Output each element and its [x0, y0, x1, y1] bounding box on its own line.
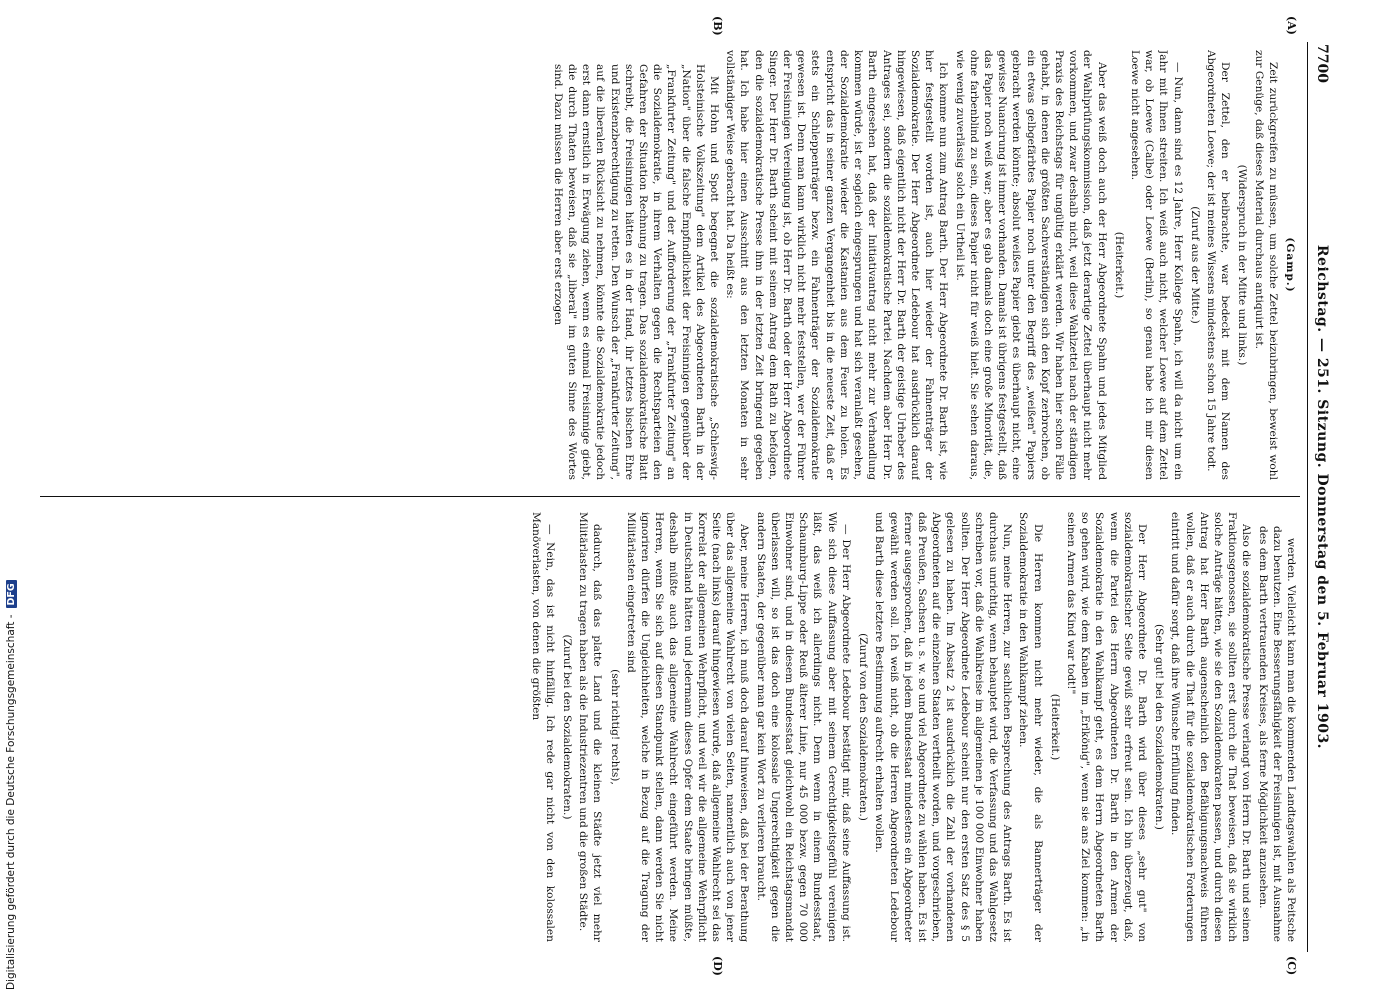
- quotation: Mit Hohn und Spott begegnet die sozialdemokratische „Schleswig-Holsteinische Volkszeitung" dem Artikel des Abgeordneten Barth in der „Nation" über die falsche Empfindlichkeit der Freisinnigen gegenüber der „Frankfurter Zeitung" und der Aufforderung der „Frankfurter Zeitung" an die Sozialdemokratie, in ihrem Verhalten gegen die Rechtsparteien den Gefahren der Situation Rechnung zu tragen. Das sozialdemokratische Blatt schreibt, die Freisinnigen hätten es in der Hand, ihr letztes bischen Ehre und Existenzberechtigung zu retten. Den Wunsch der „Frankfurter Zeitung", auf die liberalen Rücksicht zu nehmen, könnte die Sozialdemokratie jedoch erst dann ernstlich in Erwägung ziehen, wenn es einmal Freisinnige giebt, die durch Thaten beweisen, daß sie „liberal" im guten Sinne des Wortes sind. Dazu müssen die Herren aber erst erzogen: [551, 64, 721, 480]
- interjection: (Sehr gut! bei den Sozialdemokraten.): [1153, 624, 1166, 830]
- column-divider: [40, 496, 1300, 497]
- interjection: (Zuruf bei den Sozialdemokraten.): [561, 634, 574, 820]
- interjection: (Heiterkeit.): [1112, 231, 1125, 299]
- interjection: (Heiterkeit.): [1048, 693, 1061, 761]
- interjection: (Widerspruch in der Mitte und links.): [1236, 164, 1249, 366]
- margin-letter-c: (C): [1285, 956, 1298, 976]
- paragraph: Also die sozialdemokratische Presse verlangt von Herrn Dr. Barth und seinen Fraktionsgenossen, sie sollten erst durch die That beweisen, daß sie wirklich solche Anträge hätten, wie sie den Sozialdemokraten passen, und durch diesen Antrag hat Herr Barth augenscheinlich den Befähigungsnachweis führen wollen, daß er auch durch die That für die sozialdemokratischen Forderungen eintritt und dafür sorgt, daß ihre Wünsche Erfüllung finden.: [1169, 512, 1253, 942]
- credit-text: Digitalisierung gefördert durch die Deutsche Forschungsgemeinschaft -: [5, 614, 17, 990]
- text-column-right: [48, 512, 1298, 942]
- margin-letter-a: (A): [1285, 16, 1298, 35]
- page-header: [1307, 42, 1334, 952]
- dfg-logo: DFG: [6, 580, 17, 608]
- margin-letter-b: (B): [711, 16, 724, 36]
- interjection: (sehr richtig! rechts),: [608, 669, 621, 785]
- text-column-left: [48, 50, 1298, 480]
- paragraph: Zeit zurückgreifen zu müssen, um solche Zettel beizubringen, beweist wohl zur Genüge, daß dieses Material durchaus antiquirt ist.: [1252, 50, 1279, 480]
- paragraph: Aber, meine Herren, ich muß doch darauf hinweisen, daß bei der Berathung über das allgemeine Wahlrecht von vielen Seiten, namentlich auch von jener Seite (nach links) darauf hingewiesen wurde, daß allgemeine Wahlrecht sei das Korrelat der allgemeinen Wehrpflicht, und weil wir die allgemeine Wehrpflicht in Deutschland hätten und jedermann dieses Opfer dem Staate bringen müßte, deshalb müßte auch das allgemeine Wahlrecht eingeführt werden. Meine Herren, wenn Sie sich auf diesen Standpunkt stellen, dann werden Sie nicht ignoriren dürfen die Ungleichheiten, welche in Bezug auf die Tragung der Militärlasten eingetreten sind: [624, 512, 751, 942]
- paragraph: — Nein, das ist nicht hinfällig. Ich rede gar nicht von den kolossalen Manöverlasten, von denen die größten: [529, 512, 556, 942]
- paragraph: dadurch, daß das platte Land und die kleinen Städte jetzt viel mehr Militärlasten zu tragen haben als die Industriezentren und die großen Städte.: [577, 512, 604, 942]
- margin-letter-d: (D): [711, 956, 724, 976]
- paragraph: Aber das weiß doch auch der Herr Abgeordnete Spahn und jedes Mitglied der Wahlprüfungskommission, daß jetzt derartige Zettel überhaupt nicht mehr vorkommen, und zwar deshalb nicht, weil diese Wahlzettel nach der ständigen Praxis des Reichstags für ungültig erklärt werden. Wir haben hier schon Fälle gehabt, in denen die größten Sachverständigen sich den Kopf zerbrochen, ob ein etwas gelbgefärbtes Papier noch unter den Begriff des „weißen" Papiers gebracht werden könnte; absolut weißes Papier giebt es überhaupt nicht, eine gewisse Nuancirung ist immer vorhanden. Damals ist übrigens festgestellt, daß das Papier noch weiß war; aber es gab damals doch eine große Minorität, die, ohne farbenblind zu sein, dieses Papier nicht für weiß hielt. Sie sehen daraus, wie wenig zuverlässig solch ein Urtheil ist.: [953, 50, 1108, 480]
- running-head: Reichstag. — 251. Sitzung. Donnerstag den 5. Februar 1903.: [1314, 244, 1330, 750]
- paragraph: Der Herr Abgeordnete Dr. Barth wird über dieses „sehr gut" von sozialdemokratischer Seite gewiß sehr erfreut sein. Ich bin überzeugt, daß, wenn die Partei des Herrn Abgeordneten Dr. Barth in den Armen der Sozialdemokratie in den Wahlkampf geht, es dem Herrn Abgeordneten Barth so gehen wird, wie dem Knaben im „Erlkönig", wenn sie ans Ziel kommen: „in seinen Armen das Kind war todt!": [1064, 512, 1148, 942]
- quotation: werden. Vielleicht kann man die kommenden Landtagswahlen als Peitsche dazu benutzen. Eine Besserungsfähigkeit der Freisinnigen ist, mit Ausnahme des dem Barth vertrauenden Kreises, als ferne Möglichkeit anzusehen.: [1256, 526, 1297, 942]
- interjection: (Zuruf von den Sozialdemokraten.): [857, 633, 870, 821]
- paragraph: — Nun, dann sind es 12 Jahre, Herr Kollege Spahn, ich will da nicht um ein Jahr mit Ihnen streiten. Ich weiß auch nicht, welcher Loewe auf dem Zettel war, ob Loewe (Calbe) oder Loewe (Berlin), so genau habe ich mir diesen Loewe nicht angesehen.: [1128, 50, 1184, 480]
- paragraph: Nun, meine Herren, zur sachlichen Besprechung des Antrags Barth. Es ist durchaus unrichtig, wenn behauptet wird, die Verfassung und das Wahlgesetz schreiben vor, daß die Wahlkreise im allgemeinen je 100 000 Einwohner haben sollten. Der Herr Abgeordnete Ledebour scheint nur den ersten Satz des § 5 gelesen zu haben. Im Absatz 2 ist ausdrücklich die Zahl der vorhandenen Abgeordneten auf die einzelnen Staaten vertheilt worden, und vorgeschrieben, daß Preußen, Sachsen u. s. w. so und viel Abgeordnete zu wählen haben. Es ist ferner ausgesprochen, daß in jedem Bundesstaat mindestens ein Abgeordneter gewählt werden soll. Ich weiß nicht, ob die Herren Abgeordneten Ledebour und Barth diese letztere Bestimmung aufrecht erhalten wollen.: [873, 512, 1014, 942]
- speaker-label: (Gamp.): [1284, 237, 1296, 293]
- digitization-credit: [0, 0, 22, 1000]
- paragraph: — Der Herr Abgeordnete Ledebour bestätigt mir, daß seine Auffassung ist. Wie sich diese Auffassung aber mit seinem Gerechtigkeitsgefühl vereinigen läßt, das weiß ich allerdings nicht. Denn wenn in einem Bundesstaat, Schaumburg-Lippe oder Reuß älterer Linie, nur 45 000 bezw. gegen 70 000 Einwohner sind, und in diesem Bundesstaat gleichwohl ein Reichstagsmandat überlassen will, so ist das doch eine kolossale Ungerechtigkeit gegen die andern Staaten, der gegenüber man gar kein Wort zu verlieren braucht.: [754, 512, 852, 942]
- paragraph: Die Herren kommen nicht mehr wieder, die als Bannerträger der Sozialdemokratie in den Wahlkampf ziehen.: [1017, 512, 1044, 942]
- paragraph: Ich komme nun zum Antrag Barth. Der Herr Abgeordnete Dr. Barth ist, wie hier festgestellt worden ist, auch hier wieder der Fahnenträger der Sozialdemokratie. Der Herr Abgeordnete Ledebour hat ausdrücklich darauf hingewiesen, daß eigentlich nicht der Herr Dr. Barth der geistige Urheber des Antrages sei, sondern die sozialdemokratische Partei. Nachdem aber Herr Dr. Barth eingesehen hat, daß der Initiativantrag nicht mehr zur Verhandlung kommen würde, ist er sogleich eingesprungen und hat sich veranlaßt gesehen, der Sozialdemokratie wieder die Kastanien aus dem Feuer zu holen. Es entspricht das in seiner ganzen Vergangenheit bis in die neueste Zeit, daß er stets ein Schleppenträger bezw. ein Fahnenträger der Sozialdemokratie gewesen ist. Denn man kann wirklich nicht mehr feststellen, wer der Führer der Freisinnigen Vereinigung ist, ob Herr Dr. Barth oder der Herr Abgeordnete Singer. Der Herr Dr. Barth scheint mit seinem Antrag dem Rath zu befolgen, den die sozialdemokratische Presse ihm in der letzten Zeit bringend gegeben hat. Ich habe hier einen Ausschnitt aus den letzten Monaten in sehr vollständiger Weise gebracht hat. Da heißt es:: [724, 50, 950, 480]
- page-number: 7700: [1314, 44, 1330, 83]
- interjection: (Zuruf aus der Mitte.): [1188, 206, 1201, 324]
- paragraph: Der Zettel, den er beibrachte, war bedeckt mit dem Namen des Abgeordneten Loewe; der ist meines Wissens mindestens schon 15 Jahre todt.: [1204, 50, 1232, 480]
- document-page: [34, 16, 1334, 976]
